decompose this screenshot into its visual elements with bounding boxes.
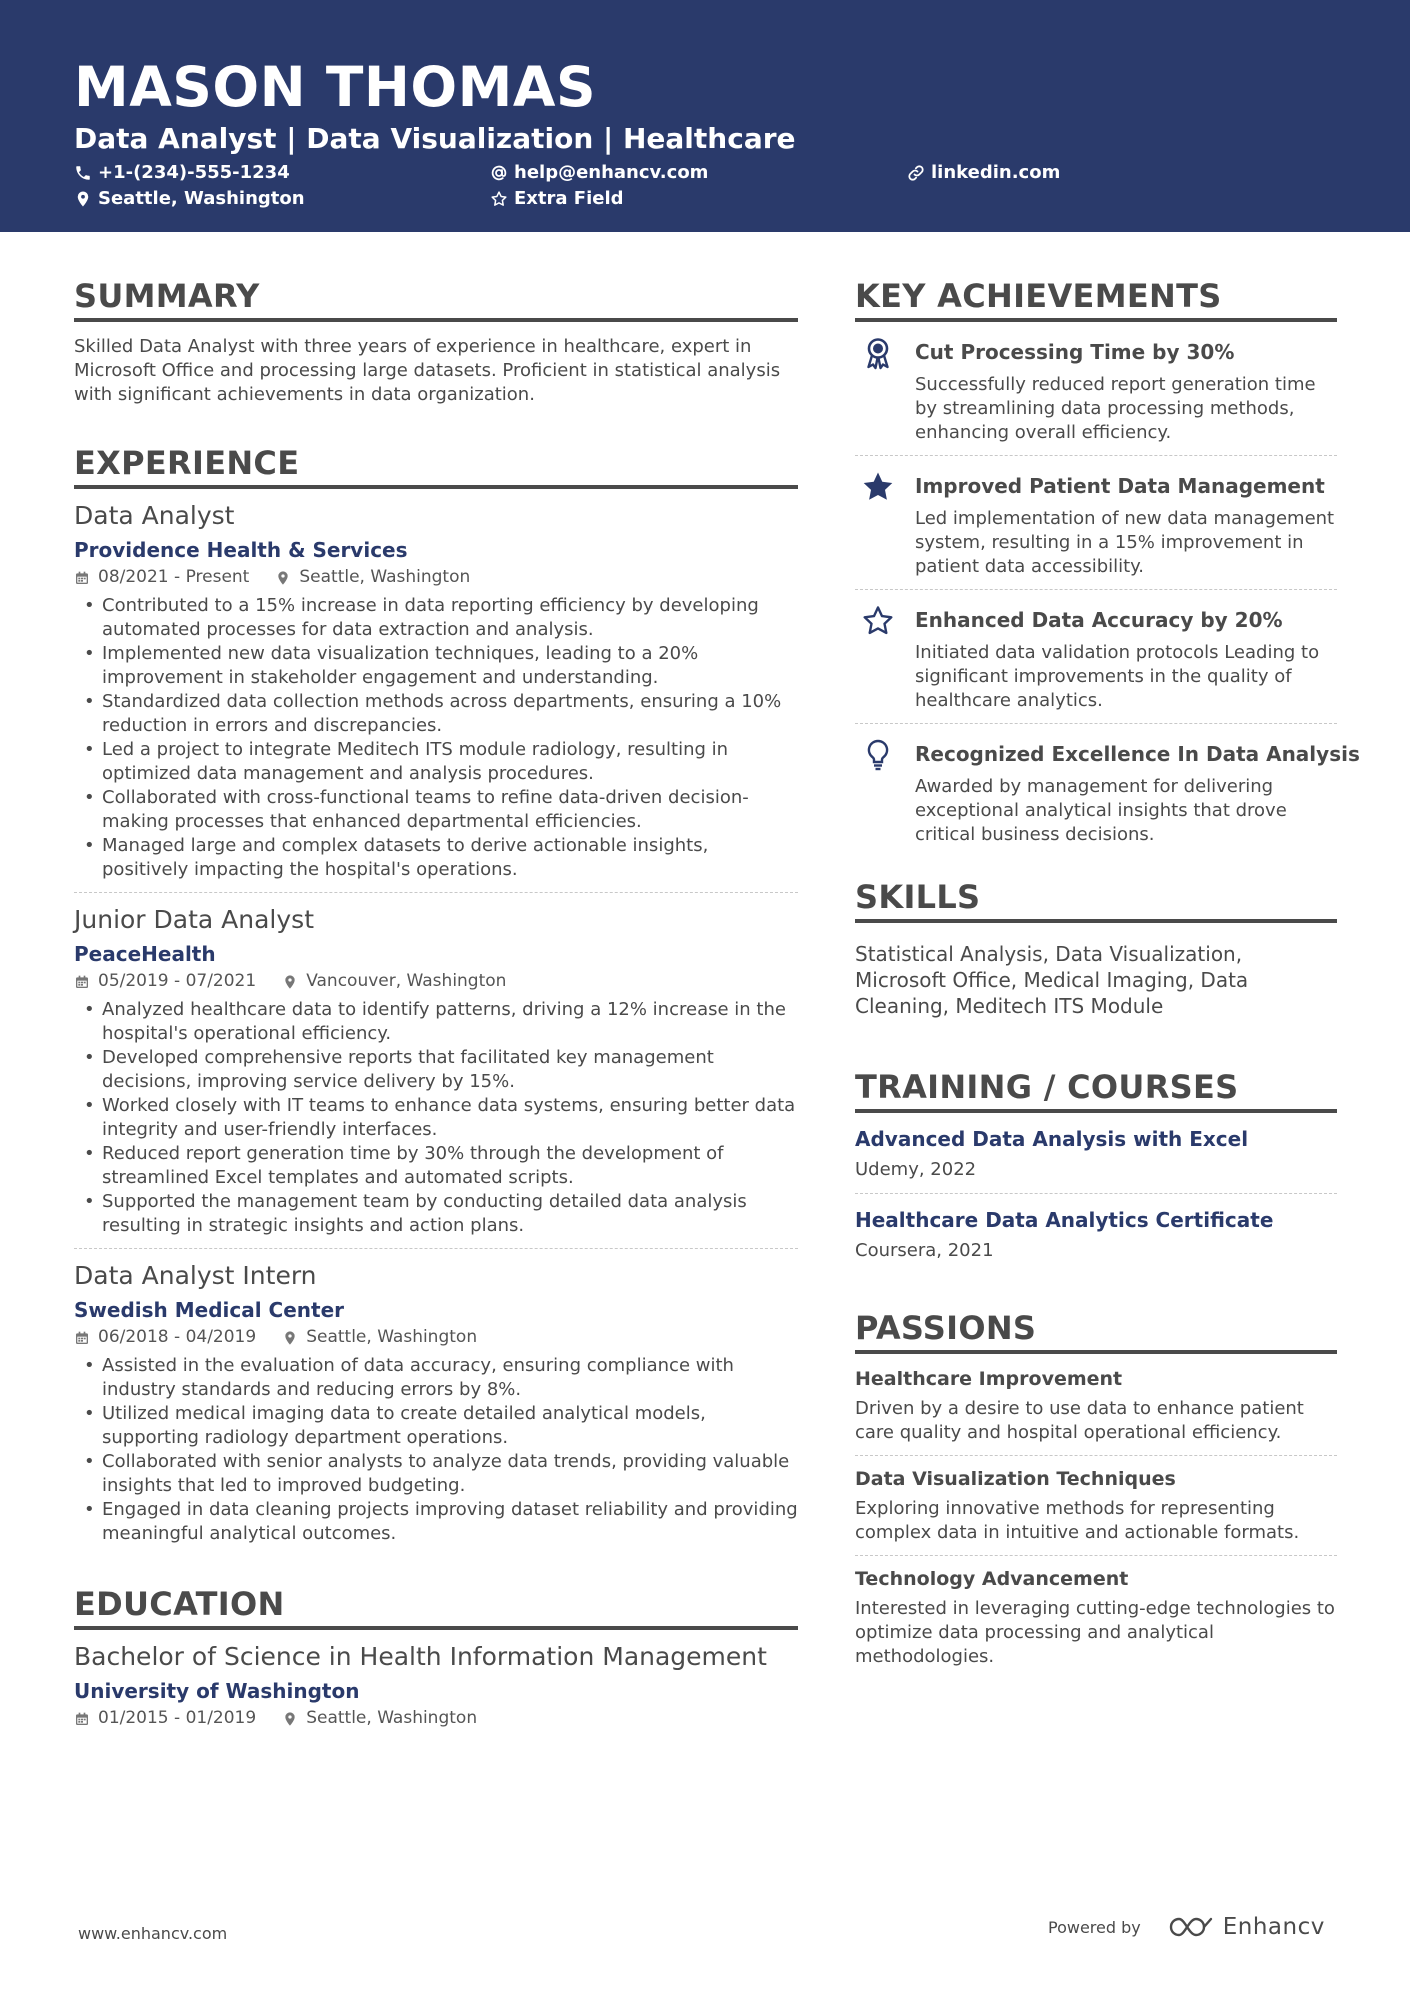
- job-bullets: [74, 1354, 798, 1546]
- contact-linkedin: [907, 164, 1060, 182]
- powered-by-label: Powered by: [1048, 1917, 1141, 1937]
- achievement-title: Improved Patient Data Management: [915, 474, 1325, 498]
- link-icon: [907, 164, 925, 182]
- job-bullet: • Managed large and complex datasets to derive actionable insights, positively impacting the hospital's operations.: [74, 834, 798, 882]
- course-item: [855, 1113, 1337, 1194]
- experience-entry: [74, 907, 798, 1249]
- passions-title: PASSIONS: [855, 1312, 1337, 1354]
- star-outline-icon: [861, 604, 895, 638]
- job-bullet: • Developed comprehensive reports that facilitated key management decisions, improving service delivery by 15%.: [74, 1046, 798, 1094]
- job-title: Data Analyst Intern: [74, 1261, 317, 1290]
- skills-list: Statistical Analysis, Data Visualization, Microsoft Office, Medical Imaging, Data Cleaning, Meditech ITS Module: [855, 942, 1249, 1018]
- resume-header: [0, 0, 1410, 232]
- job-location: Seattle, Washington: [299, 567, 471, 587]
- job-bullet: • Analyzed healthcare data to identify patterns, driving a 12% increase in the hospital's operational efficiency.: [74, 998, 798, 1046]
- achievement-item: [855, 456, 1337, 590]
- passion-desc: Interested in leveraging cutting-edge technologies to optimize data processing and analytical methodologies.: [855, 1598, 1335, 1667]
- school-name: University of Washington: [74, 1679, 360, 1703]
- company-name: PeaceHealth: [74, 942, 216, 966]
- achievement-item: [855, 322, 1337, 456]
- passion-title: Data Visualization Techniques: [855, 1468, 1176, 1490]
- location-pin-icon: [282, 1330, 298, 1346]
- achievement-desc: Initiated data validation protocols Leading to significant improvements in the quality of healthcare analytics.: [915, 642, 1320, 711]
- job-meta: [74, 569, 798, 586]
- achievement-item: [855, 590, 1337, 724]
- enhancv-logo-icon: [1167, 1914, 1215, 1940]
- achievement-desc: Awarded by management for delivering exceptional analytical insights that drove critical business decisions.: [915, 776, 1287, 845]
- job-title: Junior Data Analyst: [74, 905, 315, 934]
- job-bullet: • Engaged in data cleaning projects improving dataset reliability and providing meaningful analytical outcomes.: [74, 1498, 798, 1546]
- company-name: Providence Health & Services: [74, 538, 408, 562]
- contact-phone: [74, 164, 290, 182]
- location-text: Seattle, Washington: [98, 188, 305, 209]
- achievement-desc: Successfully reduced report generation time by streamlining data processing methods, enhancing overall efficiency.: [915, 374, 1316, 443]
- email-text[interactable]: help@enhancv.com: [514, 162, 709, 183]
- left-column: [74, 277, 798, 1728]
- linkedin-text[interactable]: linkedin.com: [931, 162, 1061, 183]
- phone-icon: [74, 164, 92, 182]
- company-name: Swedish Medical Center: [74, 1298, 344, 1322]
- summary-title: SUMMARY: [74, 280, 798, 322]
- phone-text[interactable]: +1-(234)-555-1234: [98, 162, 290, 183]
- passion-title: Healthcare Improvement: [855, 1368, 1123, 1390]
- entry-divider: [74, 892, 798, 893]
- achievement-title: Cut Processing Time by 30%: [915, 340, 1235, 364]
- job-dates: 05/2019 - 07/2021: [98, 971, 257, 991]
- job-meta: [74, 973, 798, 990]
- footer-website[interactable]: www.enhancv.com: [78, 1924, 228, 1943]
- course-title: Advanced Data Analysis with Excel: [855, 1127, 1249, 1151]
- job-location: Vancouver, Washington: [306, 971, 507, 991]
- entry-divider: [74, 1248, 798, 1249]
- degree-title: Bachelor of Science in Health Information Management: [74, 1642, 767, 1671]
- job-bullet: • Worked closely with IT teams to enhance data systems, ensuring better data integrity and user-friendly interfaces.: [74, 1094, 798, 1142]
- job-dates: 08/2021 - Present: [98, 567, 250, 587]
- education-dates: 01/2015 - 01/2019: [98, 1708, 257, 1728]
- course-item: [855, 1194, 1337, 1260]
- candidate-subtitle: Data Analyst | Data Visualization | Healthcare: [74, 122, 796, 155]
- passion-title: Technology Advancement: [855, 1568, 1129, 1590]
- star-outline-icon: [490, 190, 508, 208]
- job-bullet: • Contributed to a 15% increase in data reporting efficiency by developing automated processes for data extraction and analysis.: [74, 594, 798, 642]
- location-pin-icon: [282, 974, 298, 990]
- experience-entry: [74, 503, 798, 893]
- calendar-icon: [74, 1330, 90, 1346]
- passion-item: [855, 1556, 1337, 1669]
- job-dates: 06/2018 - 04/2019: [98, 1327, 257, 1347]
- job-bullet: • Implemented new data visualization techniques, leading to a 20% improvement in stakeholder engagement and understanding.: [74, 642, 798, 690]
- contact-extra: [490, 190, 624, 208]
- passion-item: [855, 1456, 1337, 1556]
- course-provider: Udemy, 2022: [855, 1159, 977, 1180]
- job-bullet: • Assisted in the evaluation of data accuracy, ensuring compliance with industry standards and reducing errors by 8%.: [74, 1354, 798, 1402]
- extra-field-text: Extra Field: [514, 188, 624, 209]
- job-bullet: • Reduced report generation time by 30% through the development of streamlined Excel templates and automated scripts.: [74, 1142, 798, 1190]
- job-location-wrap: [282, 1329, 477, 1346]
- footer-branding: [1048, 1914, 1325, 1940]
- star-filled-icon: [861, 470, 895, 504]
- right-column: [855, 277, 1360, 1669]
- location-pin-icon: [282, 1711, 298, 1727]
- job-bullet: • Standardized data collection methods across departments, ensuring a 10% reduction in errors and discrepancies.: [74, 690, 798, 738]
- candidate-name: MASON THOMAS: [74, 55, 597, 119]
- contact-email: [490, 164, 708, 182]
- achievements-title: KEY ACHIEVEMENTS: [855, 280, 1337, 322]
- passion-item: [855, 1354, 1337, 1456]
- skills-title: SKILLS: [855, 881, 1337, 923]
- calendar-icon: [74, 1711, 90, 1727]
- passion-desc: Exploring innovative methods for representing complex data in intuitive and actionable formats.: [855, 1498, 1300, 1543]
- contact-location: [74, 190, 305, 208]
- education-title: EDUCATION: [74, 1588, 798, 1630]
- job-meta: [74, 1329, 798, 1346]
- job-location-wrap: [275, 569, 470, 586]
- education-location: Seattle, Washington: [306, 1708, 478, 1728]
- education-meta: [74, 1710, 798, 1727]
- calendar-icon: [74, 974, 90, 990]
- passion-desc: Driven by a desire to use data to enhance patient care quality and hospital operational efficiency.: [855, 1398, 1304, 1443]
- job-bullet: • Collaborated with cross-functional teams to refine data-driven decision-making processes that enhanced departmental efficiencies.: [74, 786, 798, 834]
- achievement-desc: Led implementation of new data management system, resulting in a 15% improvement in patient data accessibility.: [915, 508, 1335, 577]
- summary-text: Skilled Data Analyst with three years of experience in healthcare, expert in Microsoft Office and processing large datasets. Proficient in statistical analysis with significant achievements in data organization.: [74, 336, 781, 405]
- job-location: Seattle, Washington: [306, 1327, 478, 1347]
- experience-title: EXPERIENCE: [74, 447, 798, 489]
- course-title: Healthcare Data Analytics Certificate: [855, 1208, 1274, 1232]
- experience-entry: [74, 1263, 798, 1546]
- location-pin-icon: [275, 570, 291, 586]
- job-bullet: • Utilized medical imaging data to create detailed analytical models, supporting radiology department operations.: [74, 1402, 798, 1450]
- course-provider: Coursera, 2021: [855, 1240, 994, 1261]
- achievement-item: [855, 724, 1360, 881]
- calendar-icon: [74, 570, 90, 586]
- job-bullets: [74, 998, 798, 1238]
- job-bullet: • Supported the management team by conducting detailed data analysis resulting in strategic insights and action plans.: [74, 1190, 798, 1238]
- lightbulb-icon: [861, 738, 895, 772]
- education-entry: [74, 1644, 798, 1727]
- award-ribbon-icon: [861, 336, 895, 370]
- job-bullet: • Collaborated with senior analysts to analyze data trends, providing valuable insights that led to improved budgeting.: [74, 1450, 798, 1498]
- at-sign-icon: [490, 164, 508, 182]
- job-bullets: [74, 594, 798, 882]
- job-bullet: • Led a project to integrate Meditech ITS module radiology, resulting in optimized data management and analysis procedures.: [74, 738, 798, 786]
- achievement-title: Enhanced Data Accuracy by 20%: [915, 608, 1283, 632]
- education-location-wrap: [282, 1710, 477, 1727]
- location-pin-icon: [74, 190, 92, 208]
- achievement-title: Recognized Excellence In Data Analysis: [915, 742, 1360, 766]
- training-title: TRAINING / COURSES: [855, 1071, 1337, 1113]
- job-title: Data Analyst: [74, 501, 235, 530]
- brand-name: Enhancv: [1222, 1914, 1325, 1940]
- job-location-wrap: [282, 973, 506, 990]
